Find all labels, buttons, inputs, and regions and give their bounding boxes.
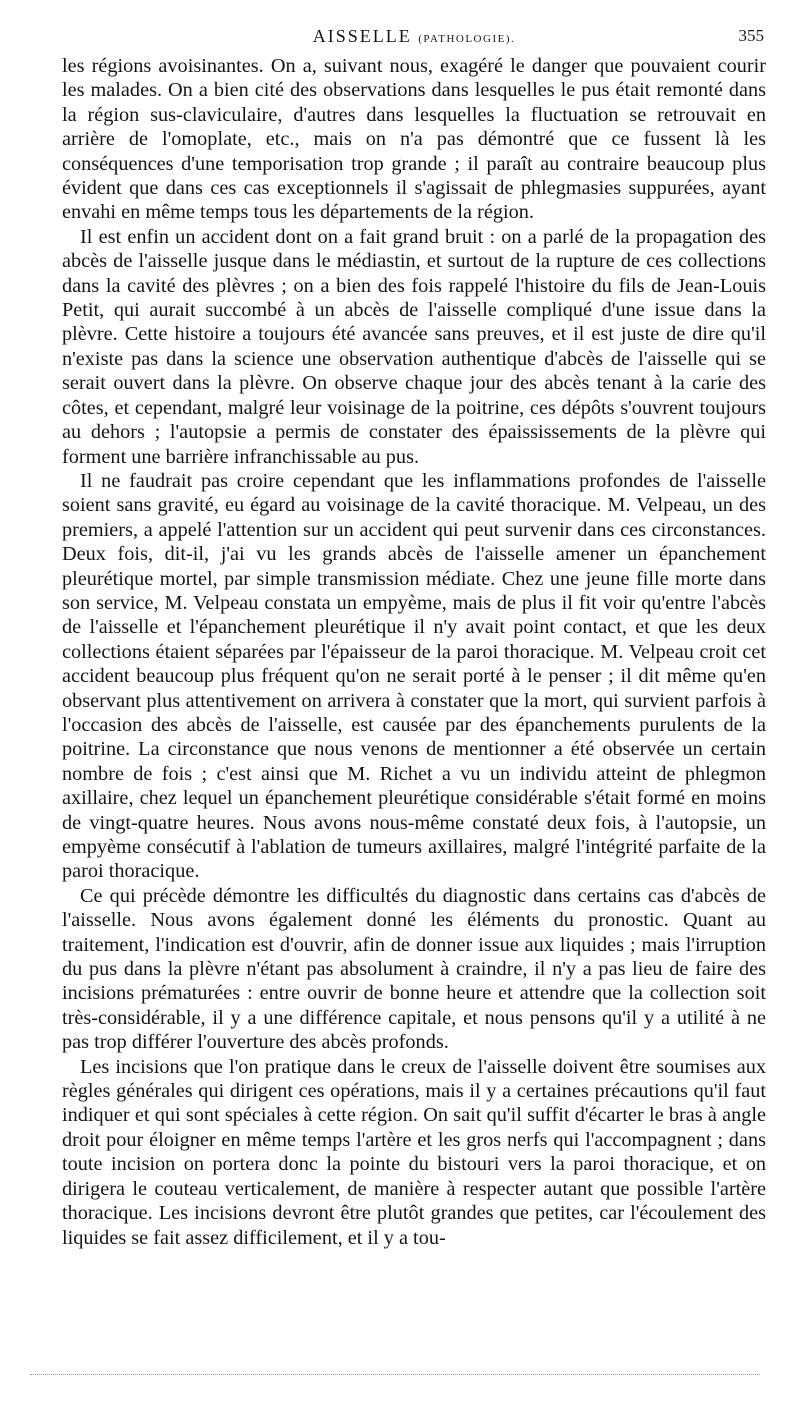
paragraph-1: les régions avoisinantes. On a, suivant nous, exagéré le danger que pouvaient courir les malades. On a bien cité des observations dans lesquelles le pus était remonté dans la région sus-claviculaire, d'autres dans lesquelles la fluctuation se retrouvait en arrière de l'omoplate, etc., mais on n'a pas démontré que ce fussent là les conséquences d'une temporisation trop grande ; il paraît au contraire beaucoup plus évident que dans ces cas exceptionnels il s'agissait de phlegmasies suppurées, ayant envahi en même temps tous les départements de la région.: [62, 55, 766, 224]
paragraph-5: Les incisions que l'on pratique dans le creux de l'aisselle doivent être soumises aux règles générales qui dirigent ces opérations, mais il y a certaines précautions qu'il faut indiquer et qui sont spéciales à cette région. On sait qu'il suffit d'écarter le bras à angle droit pour éloigner en même temps l'artère et les gros nerfs qui l'accompagnent ; dans toute incision on portera donc la pointe du bistouri vers la paroi thoracique, et on dirigera le couteau verticalement, de manière à respecter autant que possible l'artère thoracique. Les incisions devront être plutôt grandes que petites, car l'écoulement des liquides se fait assez difficilement, et il y a tou-: [62, 1055, 766, 1249]
body-text: [62, 54, 766, 1250]
running-title: [62, 26, 766, 47]
page-number: 355: [738, 26, 764, 45]
running-title-subtitle: (PATHOLOGIE).: [418, 33, 516, 45]
page-header: [62, 26, 766, 54]
running-title-main: AISSELLE: [312, 26, 412, 46]
footer-rule: [30, 1374, 760, 1375]
paragraph-3: Il ne faudrait pas croire cependant que les inflammations profondes de l'aisselle soient sans gravité, eu égard au voisinage de la cavité thoracique. M. Velpeau, un des premiers, a appelé l'attention sur un accident qui peut survenir dans ces circonstances. Deux fois, dit-il, j'ai vu les grands abcès de l'aisselle amener un épanchement pleurétique mortel, par simple transmission médiate. Chez une jeune fille morte dans son service, M. Velpeau constata un empyème, mais de plus il fit voir qu'entre l'abcès de l'aisselle et l'épanchement pleurétique il n'y avait point contact, et que les deux collections étaient séparées par l'épaisseur de la paroi thoracique. M. Velpeau croit cet accident beaucoup plus fréquent qu'on ne serait porté à le penser ; il dit même qu'en observant plus attentivement on arrivera à constater que la mort, qui survient parfois à l'occasion des abcès de l'aisselle, est causée par des épanchements purulents de la poitrine. La circonstance que nous venons de mentionner a été observée un certain nombre de fois ; c'est ainsi que M. Richet a vu un individu atteint de phlegmon axillaire, chez lequel un épanchement pleurétique considérable s'était formé en moins de vingt-quatre heures. Nous avons nous-même constaté deux fois, à l'autopsie, un empyème consécutif à l'ablation de tumeurs axillaires, malgré l'intégrité parfaite de la paroi thoracique.: [62, 469, 766, 883]
paragraph-4: Ce qui précède démontre les difficultés du diagnostic dans certains cas d'abcès de l'aisselle. Nous avons également donné les éléments du pronostic. Quant au traitement, l'indication est d'ouvrir, afin de donner issue aux liquides ; mais l'irruption du pus dans la plèvre n'étant pas absolument à craindre, il n'y a pas lieu de faire des incisions prématurées : entre ouvrir de bonne heure et attendre que la collection soit très-considérable, il y a une différence capitale, et nous pensons qu'il y a utilité à ne pas trop différer l'ouverture des abcès profonds.: [62, 884, 766, 1054]
paragraph-2: Il est enfin un accident dont on a fait grand bruit : on a parlé de la propagation des abcès de l'aisselle jusque dans le médiastin, et surtout de la rupture de ces collections dans la cavité des plèvres ; on a bien des fois rappelé l'histoire du fils de Jean-Louis Petit, qui aurait succombé à un abcès de l'aisselle compliqué d'une issue dans la plèvre. Cette histoire a toujours été avancée sans preuves, et il est juste de dire qu'il n'existe pas dans la science une observation authentique d'abcès de l'aisselle qui se serait ouvert dans la plèvre. On observe chaque jour des abcès tenant à la carie des côtes, et cependant, malgré leur voisinage de la poitrine, ces dépôts s'ouvrent toujours au dehors ; l'autopsie a permis de constater des épaississements de la plèvre qui forment une barrière infranchissable au pus.: [62, 225, 766, 468]
